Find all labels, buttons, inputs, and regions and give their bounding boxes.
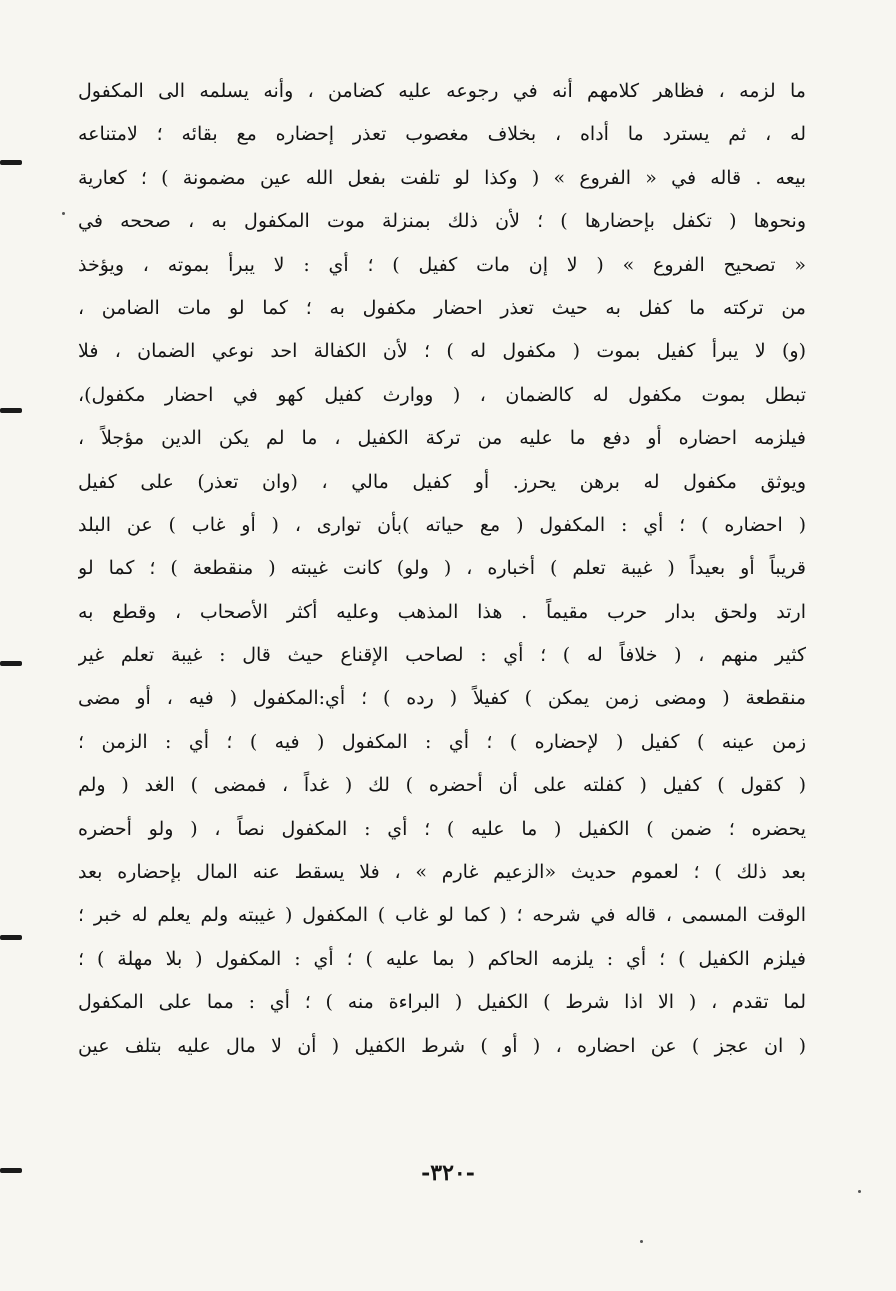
- text-line: تبطل بموت مكفول له كالضمان ، ( ووارث كفيل كهو في احضار مكفول)،: [78, 383, 806, 406]
- margin-binding-mark: [0, 935, 22, 940]
- text-line: منقطعة ( ومضى زمن يمكن ) كفيلاً ( رده ) ؛ أي:المكفول ( فيه ، أو مضى: [78, 687, 806, 710]
- text-line: الوقت المسمى ، قاله في شرحه ؛ ( كما لو غاب ) المكفول ( غيبته ولم يعلم له خبر ؛: [78, 904, 806, 927]
- text-line: زمن عينه ) كفيل ( لإحضاره ) ؛ أي : المكفول ( فيه ) ؛ أي : الزمن ؛: [78, 730, 806, 753]
- text-line: ويوثق مكفول له برهن يحرز. أو كفيل مالي ، (وان تعذر) على كفيل: [78, 470, 806, 493]
- text-line: لما تقدم ، ( الا اذا شرط ) الكفيل ( البراءة منه ) ؛ أي : مما على المكفول: [78, 991, 806, 1014]
- text-line: من تركته ما كفل به حيث تعذر احضار مكفول به ؛ كما لو مات الضامن ،: [78, 296, 806, 319]
- margin-binding-mark: [0, 408, 22, 413]
- text-line: فيلزمه احضاره أو دفع ما عليه من تركة الكفيل ، ما لم يكن الدين مؤجلاً ،: [78, 427, 806, 450]
- body-text: [78, 70, 806, 1068]
- text-line: له ، ثم يسترد ما أداه ، بخلاف مغصوب تعذر إحضاره مع بقائه ؛ لامتناعه: [78, 123, 806, 146]
- text-line: (و) لا يبرأ كفيل بموت ( مكفول له ) ؛ لأن الكفالة احد نوعي الضمان ، فلا: [78, 340, 806, 363]
- scan-speck: [62, 212, 65, 215]
- text-line: بعد ذلك ) ؛ لعموم حديث «الزعيم غارم » ، فلا يسقط عنه المال بإحضاره بعد: [78, 861, 806, 884]
- text-line: فيلزم الكفيل ) ؛ أي : يلزمه الحاكم ( بما عليه ) ؛ أي : المكفول ( بلا مهلة ) ؛: [78, 947, 806, 970]
- margin-binding-mark: [0, 661, 22, 666]
- text-line: قريباً أو بعيداً ( غيبة تعلم ) أخباره ، ( ولو) كانت غيبته ( منقطعة ) ؛ كما لو: [78, 557, 806, 580]
- margin-binding-mark: [0, 160, 22, 165]
- text-line: ( احضاره ) ؛ أي : المكفول ( مع حياته )بأن توارى ، ( أو غاب ) عن البلد: [78, 513, 806, 536]
- text-line: ارتد ولحق بدار حرب مقيماً . هذا المذهب وعليه أكثر الأصحاب ، وقطع به: [78, 600, 806, 623]
- page-number: -٣٢٠-: [421, 1160, 475, 1186]
- scan-speck: [640, 1240, 643, 1243]
- scan-speck: [858, 1190, 861, 1193]
- text-line: يحضره ؛ ضمن ) الكفيل ( ما عليه ) ؛ أي : المكفول نصاً ، ( ولو أحضره: [78, 817, 806, 840]
- text-line: ( ان عجز ) عن احضاره ، ( أو ) شرط الكفيل ( أن لا مال عليه بتلف عين: [78, 1034, 806, 1057]
- text-line: بيعه . قاله في « الفروع » ( وكذا لو تلفت بفعل الله عين مضمونة ) ؛ كعارية: [78, 166, 806, 189]
- text-line: ( كقول ) كفيل ( كفلته على أن أحضره ) لك ( غداً ، فمضى ) الغد ( ولم: [78, 774, 806, 797]
- text-line: كثير منهم ، ( خلافاً له ) ؛ أي : لصاحب الإقناع حيث قال : غيبة تعلم غير: [78, 644, 806, 667]
- text-line: ما لزمه ، فظاهر كلامهم أنه في رجوعه عليه كضامن ، وأنه يسلمه الى المكفول: [78, 80, 806, 102]
- text-line: ونحوها ( تكفل بإحضارها ) ؛ لأن ذلك بمنزلة موت المكفول به ، صححه في: [78, 210, 806, 233]
- text-line: « تصحيح الفروع » ( لا إن مات كفيل ) ؛ أي : لا يبرأ بموته ، ويؤخذ: [78, 253, 806, 276]
